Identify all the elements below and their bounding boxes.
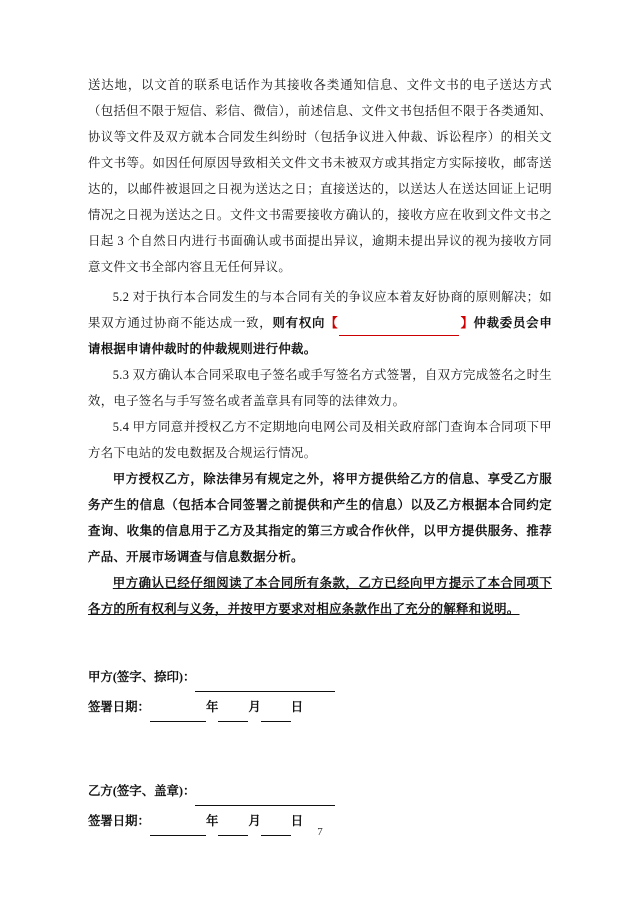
party-a-month-unit: 月: [248, 700, 261, 714]
party-b-day-unit: 日: [290, 814, 304, 828]
spacer: [88, 722, 552, 762]
party-b-date-label: 签署日期：: [88, 814, 150, 828]
party-a-signature-row: [88, 662, 552, 692]
party-b-signature-row: [88, 776, 552, 806]
party-a-date-row: [88, 692, 552, 722]
party-b-year-unit: 年: [205, 814, 219, 828]
paragraph-confirmation: 甲方确认已经仔细阅读了本合同所有条款，乙方已经向甲方提示了本合同项下各方的所有权利与义务，并按甲方要求对相应条款作出了充分的解释和说明。: [88, 576, 552, 616]
arbitration-blank-close-bracket: 】: [460, 316, 474, 330]
clause-5-2-text: 5.2 对于执行本合同发生的与本合同有关的争议应本着友好协商的原则解决；如果双方通过协商不能达成一致，: [88, 290, 552, 330]
spacer: [88, 622, 552, 662]
spacer: [88, 762, 552, 776]
paragraph-clause-5-2: [88, 284, 552, 362]
signature-section: [88, 662, 552, 836]
page-number: 7: [317, 826, 323, 838]
party-b-month-unit: 月: [248, 814, 261, 828]
party-a-month-line[interactable]: [218, 708, 248, 722]
paragraph-authorization: 甲方授权乙方，除法律另有规定之外，将甲方提供给乙方的信息、享受乙方服务产生的信息（包括本合同签署之前提供和产生的信息）以及乙方根据本合同约定查询、收集的信息用于乙方及其指定的第三方或合作伙伴，以甲方提供服务、推荐产品、开展市场调查与信息数据分析。: [88, 472, 552, 564]
party-b-signature-line[interactable]: [195, 792, 335, 806]
party-a-day-unit: 日: [290, 700, 304, 714]
party-a-signature-line[interactable]: [195, 678, 335, 692]
party-a-date-label: 签署日期：: [88, 700, 150, 714]
party-a-year-unit: 年: [205, 700, 219, 714]
clause-5-2-bold-pre: 则有权向: [272, 316, 326, 330]
party-a-year-line[interactable]: [150, 708, 206, 722]
party-a-day-line[interactable]: [261, 708, 291, 722]
clause-5-2-bold-post: 仲裁委员会申请根据申请仲裁时的仲裁规则进行仲裁。: [88, 316, 553, 356]
paragraph-delivery-terms: 送达地，以文首的联系电话作为其接收各类通知信息、文件文书的电子送达方式（包括但不限于短信、彩信、微信），前述信息、文件文书包括但不限于各类通知、协议等文件及双方就本合同发生纠纷时（包括争议进入仲裁、诉讼程序）的相关文件文书等。如因任何原因导致相关文件文书未被双方或其指定方实际接收，邮寄送达的，以邮件被退回之日视为送达之日；直接送达的，以送达人在送达回证上记明情况之日视为送达之日。文件文书需要接收方确认的，接收方应在收到文件文书之日起 3 个自然日内进行书面确认或书面提出异议，逾期未提出异议的视为接收方同意文件文书全部内容且无任何异议。: [88, 78, 552, 274]
paragraph-clause-5-4: 5.4 甲方同意并授权乙方不定期地向电网公司及相关政府部门查询本合同项下甲方名下电站的发电数据及合规运行情况。: [88, 420, 552, 460]
document-body: [88, 72, 552, 836]
arbitration-blank-open-bracket: 【: [325, 316, 339, 330]
paragraph-clause-5-3: 5.3 双方确认本合同采取电子签名或手写签名方式签署，自双方完成签名之时生效，电子签名与手写签名或者盖章具有同等的法律效力。: [88, 368, 552, 408]
party-a-label: 甲方(签字、捺印)：: [88, 670, 196, 684]
arbitration-blank-line: [339, 322, 459, 336]
party-b-label: 乙方(签字、盖章)：: [88, 784, 196, 798]
